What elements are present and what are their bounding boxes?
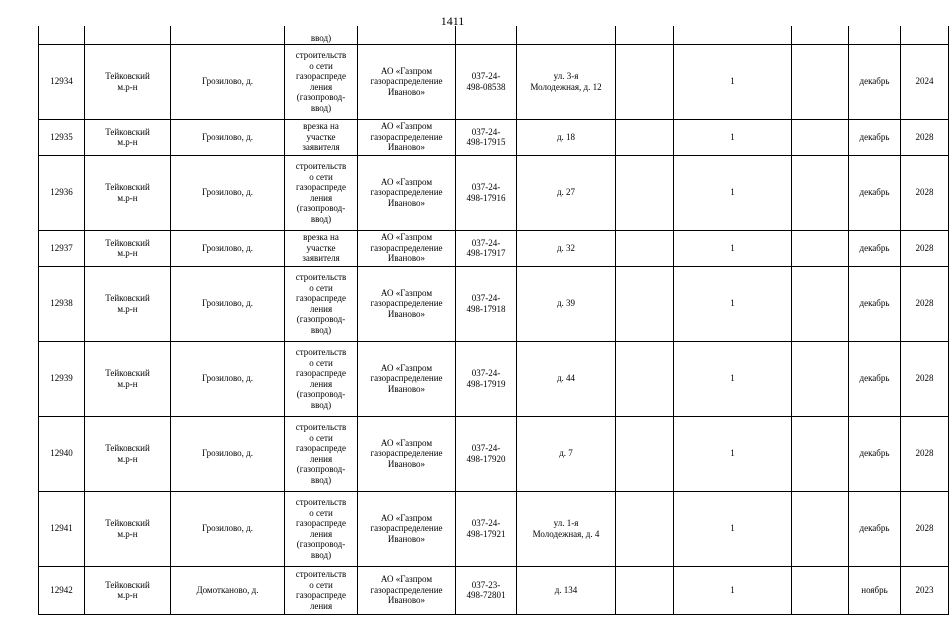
month-cell: декабрь bbox=[849, 266, 901, 341]
cont-method-cell: ввод) bbox=[285, 26, 358, 44]
cell-line: 498-17919 bbox=[466, 378, 506, 389]
id-cell: 12939 bbox=[39, 341, 85, 416]
organization-cell bbox=[358, 266, 456, 341]
cell-line: ления bbox=[309, 528, 333, 539]
cell-line: Молодежная, д. 4 bbox=[532, 528, 600, 539]
cont-month-cell bbox=[849, 26, 901, 44]
year-cell: 2028 bbox=[901, 266, 949, 341]
cont-address-cell bbox=[517, 26, 616, 44]
code-cell bbox=[456, 266, 517, 341]
district-text: Тейковский м.р-н bbox=[105, 126, 150, 147]
year-cell: 2028 bbox=[901, 155, 949, 230]
cell-line: д. 134 bbox=[554, 584, 578, 595]
method-cell bbox=[285, 566, 358, 614]
cell-line: 037-24- bbox=[471, 237, 501, 248]
district-text: Тейковский м.р-н bbox=[105, 518, 150, 539]
month-cell: декабрь bbox=[849, 341, 901, 416]
cell-line: д. 18 bbox=[556, 131, 576, 142]
extra2-cell bbox=[792, 491, 849, 566]
table-row bbox=[39, 341, 949, 416]
cont-extra1-cell bbox=[616, 26, 674, 44]
extra2-cell bbox=[792, 416, 849, 491]
cell-line: 498-17921 bbox=[466, 528, 506, 539]
cell-line: строительств bbox=[295, 272, 347, 282]
cell-line: строительств bbox=[295, 422, 347, 432]
year-cell: 2028 bbox=[901, 416, 949, 491]
code-cell bbox=[456, 491, 517, 566]
cell-line: АО «Газпром bbox=[380, 176, 433, 187]
cell-line: строительств bbox=[295, 497, 347, 507]
cell-line: 498-17920 bbox=[466, 453, 506, 464]
cell-line: Иваново» bbox=[387, 308, 426, 319]
quantity-cell: 1 bbox=[674, 119, 792, 155]
organization-cell bbox=[358, 155, 456, 230]
extra1-cell bbox=[616, 491, 674, 566]
cell-line: о сети bbox=[309, 60, 333, 71]
cell-line: газораспреде bbox=[296, 518, 346, 528]
cell-line: 498-08538 bbox=[466, 81, 506, 92]
locality-cell: Домотканово, д. bbox=[171, 566, 285, 614]
quantity-cell: 1 bbox=[674, 341, 792, 416]
district-text: Тейковский м.р-н bbox=[105, 443, 150, 464]
cell-line: ввод) bbox=[310, 102, 332, 113]
cell-line: газораспределение bbox=[370, 298, 443, 309]
address-cell bbox=[517, 119, 616, 155]
table-row bbox=[39, 230, 949, 266]
cell-line: газораспределение bbox=[370, 373, 443, 384]
cell-line: ул. 3-я bbox=[553, 71, 579, 81]
cell-line: строительств bbox=[295, 161, 347, 171]
cell-line: врезка на bbox=[303, 121, 339, 132]
id-cell: 12935 bbox=[39, 119, 85, 155]
cell-line: заявителя bbox=[302, 253, 340, 264]
cell-line: о сети bbox=[309, 357, 333, 368]
code-cell bbox=[456, 119, 517, 155]
cell-line: ления bbox=[309, 453, 333, 464]
extra1-cell bbox=[616, 155, 674, 230]
month-cell: декабрь bbox=[849, 155, 901, 230]
table-row bbox=[39, 44, 949, 119]
cell-line: Иваново» bbox=[387, 458, 426, 469]
extra1-cell bbox=[616, 566, 674, 614]
cell-line: газораспреде bbox=[296, 293, 346, 303]
organization-cell bbox=[358, 416, 456, 491]
district-cell bbox=[85, 266, 171, 341]
quantity-cell: 1 bbox=[674, 491, 792, 566]
method-cell bbox=[285, 230, 358, 266]
id-cell: 12934 bbox=[39, 44, 85, 119]
extra2-cell bbox=[792, 119, 849, 155]
code-cell bbox=[456, 341, 517, 416]
cell-line: АО «Газпром bbox=[380, 232, 433, 243]
year-cell: 2028 bbox=[901, 230, 949, 266]
cell-line: 498-17915 bbox=[466, 137, 506, 147]
id-cell: 12938 bbox=[39, 266, 85, 341]
year-cell: 2028 bbox=[901, 491, 949, 566]
extra1-cell bbox=[616, 341, 674, 416]
cell-line: Молодежная, д. 12 bbox=[530, 81, 602, 92]
cont-district-cell bbox=[85, 26, 171, 44]
cont-code-cell bbox=[456, 26, 517, 44]
cell-line: Иваново» bbox=[387, 86, 426, 97]
cell-line: заявителя bbox=[302, 142, 340, 153]
table-row bbox=[39, 266, 949, 341]
cell-line: Иваново» bbox=[387, 383, 426, 394]
year-cell: 2024 bbox=[901, 44, 949, 119]
cell-line: ул. 1-я bbox=[553, 518, 579, 528]
id-cell: 12937 bbox=[39, 230, 85, 266]
table-row bbox=[39, 491, 949, 566]
cell-line: д. 39 bbox=[556, 298, 576, 309]
cell-line: Иваново» bbox=[387, 253, 426, 264]
cell-line: 037-24- bbox=[471, 71, 501, 81]
cell-line: ления bbox=[309, 378, 333, 389]
cell-line: о сети bbox=[309, 432, 333, 443]
cell-line: д. 27 bbox=[556, 187, 576, 198]
cell-line: (газопровод- bbox=[296, 389, 346, 399]
cont-year-cell bbox=[901, 26, 949, 44]
cell-line: о сети bbox=[309, 507, 333, 518]
district-cell bbox=[85, 230, 171, 266]
code-cell bbox=[456, 44, 517, 119]
quantity-cell: 1 bbox=[674, 155, 792, 230]
extra2-cell bbox=[792, 566, 849, 614]
cell-line: 037-24- bbox=[471, 443, 501, 453]
registry-table bbox=[38, 26, 949, 615]
cell-line: газораспределение bbox=[370, 187, 443, 198]
district-cell bbox=[85, 491, 171, 566]
cell-line: строительств bbox=[295, 569, 347, 579]
cell-line: 498-17917 bbox=[466, 248, 506, 258]
organization-cell bbox=[358, 44, 456, 119]
cell-line: ввод) bbox=[310, 399, 332, 410]
cont-locality-cell bbox=[171, 26, 285, 44]
month-cell: декабрь bbox=[849, 230, 901, 266]
code-cell bbox=[456, 566, 517, 614]
locality-cell: Грозилово, д. bbox=[171, 491, 285, 566]
cell-line: 037-23- bbox=[471, 579, 501, 590]
cell-line: газораспределение bbox=[370, 131, 443, 142]
cell-line: газораспределение bbox=[370, 76, 443, 87]
cell-line: газораспределение bbox=[370, 242, 443, 253]
cell-line: (газопровод- bbox=[296, 92, 346, 102]
cell-line: врезка на bbox=[303, 232, 339, 243]
cell-line: АО «Газпром bbox=[380, 574, 433, 585]
method-cell bbox=[285, 119, 358, 155]
cell-line: 498-17916 bbox=[466, 192, 506, 203]
cell-line: ления bbox=[309, 192, 333, 203]
cell-line: АО «Газпром bbox=[380, 437, 433, 448]
table-row bbox=[39, 119, 949, 155]
cont-id-cell bbox=[39, 26, 85, 44]
cell-line: газораспределение bbox=[370, 584, 443, 595]
table-row bbox=[39, 416, 949, 491]
extra1-cell bbox=[616, 266, 674, 341]
address-cell bbox=[517, 266, 616, 341]
address-cell bbox=[517, 416, 616, 491]
organization-cell bbox=[358, 119, 456, 155]
cont-qty-cell bbox=[674, 26, 792, 44]
method-cell bbox=[285, 155, 358, 230]
district-cell bbox=[85, 341, 171, 416]
locality-cell: Грозилово, д. bbox=[171, 416, 285, 491]
cell-line: д. 32 bbox=[556, 242, 576, 253]
cell-line: газораспределение bbox=[370, 448, 443, 459]
cell-line: 037-24- bbox=[471, 182, 501, 192]
locality-cell: Грозилово, д. bbox=[171, 341, 285, 416]
month-cell: декабрь bbox=[849, 491, 901, 566]
cell-line: строительств bbox=[295, 50, 347, 60]
code-cell bbox=[456, 155, 517, 230]
month-cell: ноябрь bbox=[849, 566, 901, 614]
quantity-cell: 1 bbox=[674, 44, 792, 119]
quantity-cell: 1 bbox=[674, 230, 792, 266]
organization-cell bbox=[358, 566, 456, 614]
code-cell bbox=[456, 230, 517, 266]
cont-extra2-cell bbox=[792, 26, 849, 44]
address-cell bbox=[517, 491, 616, 566]
cell-line: участке bbox=[306, 131, 336, 142]
id-cell: 12941 bbox=[39, 491, 85, 566]
cell-line: о сети bbox=[309, 171, 333, 182]
locality-cell: Грозилово, д. bbox=[171, 155, 285, 230]
cell-line: 037-24- bbox=[471, 518, 501, 528]
cell-line: 037-24- bbox=[471, 126, 501, 137]
district-text: Тейковский м.р-н bbox=[105, 71, 150, 92]
cell-line: ввод) bbox=[310, 324, 332, 335]
cell-line: АО «Газпром bbox=[380, 512, 433, 523]
cell-line: Иваново» bbox=[387, 595, 426, 606]
cell-line: ввод) bbox=[310, 213, 332, 224]
address-cell bbox=[517, 155, 616, 230]
method-cell bbox=[285, 491, 358, 566]
cell-line: газораспреде bbox=[296, 71, 346, 81]
method-cell bbox=[285, 341, 358, 416]
method-cell bbox=[285, 416, 358, 491]
cell-line: Иваново» bbox=[387, 197, 426, 208]
cell-line: участке bbox=[306, 242, 336, 253]
cell-line: газораспреде bbox=[296, 443, 346, 453]
continuation-row bbox=[39, 26, 949, 44]
cell-line: 498-17918 bbox=[466, 303, 506, 314]
cell-line: АО «Газпром bbox=[380, 65, 433, 76]
cell-line: 037-24- bbox=[471, 293, 501, 303]
cell-line: о сети bbox=[309, 579, 333, 590]
locality-cell: Грозилово, д. bbox=[171, 44, 285, 119]
district-text: Тейковский м.р-н bbox=[105, 579, 150, 600]
extra1-cell bbox=[616, 416, 674, 491]
page-number: 1411 bbox=[440, 14, 465, 28]
district-cell bbox=[85, 566, 171, 614]
extra1-cell bbox=[616, 119, 674, 155]
table-row bbox=[39, 155, 949, 230]
code-cell bbox=[456, 416, 517, 491]
cell-line: о сети bbox=[309, 282, 333, 293]
district-cell bbox=[85, 119, 171, 155]
quantity-cell: 1 bbox=[674, 566, 792, 614]
cell-line: ления bbox=[309, 81, 333, 92]
cell-line: ления bbox=[309, 303, 333, 314]
organization-cell bbox=[358, 230, 456, 266]
address-cell bbox=[517, 230, 616, 266]
organization-cell bbox=[358, 491, 456, 566]
cell-line: (газопровод- bbox=[296, 464, 346, 474]
locality-cell: Грозилово, д. bbox=[171, 266, 285, 341]
cont-org-cell bbox=[358, 26, 456, 44]
cell-line: АО «Газпром bbox=[380, 121, 433, 132]
district-text: Тейковский м.р-н bbox=[105, 293, 150, 314]
cell-line: 037-24- bbox=[471, 368, 501, 378]
id-cell: 12936 bbox=[39, 155, 85, 230]
district-cell bbox=[85, 416, 171, 491]
cell-line: АО «Газпром bbox=[380, 287, 433, 298]
table-row bbox=[39, 566, 949, 614]
cell-line: АО «Газпром bbox=[380, 362, 433, 373]
district-cell bbox=[85, 44, 171, 119]
cell-line: (газопровод- bbox=[296, 539, 346, 549]
id-cell: 12940 bbox=[39, 416, 85, 491]
cell-line: (газопровод- bbox=[296, 314, 346, 324]
extra2-cell bbox=[792, 155, 849, 230]
extra2-cell bbox=[792, 44, 849, 119]
cell-line: 498-72801 bbox=[466, 590, 506, 600]
extra1-cell bbox=[616, 44, 674, 119]
address-cell bbox=[517, 44, 616, 119]
year-cell: 2028 bbox=[901, 119, 949, 155]
cell-line: газораспреде bbox=[296, 182, 346, 192]
cell-line: Иваново» bbox=[387, 533, 426, 544]
district-text: Тейковский м.р-н bbox=[105, 182, 150, 203]
cell-line: газораспреде bbox=[296, 368, 346, 378]
year-cell: 2028 bbox=[901, 341, 949, 416]
quantity-cell: 1 bbox=[674, 266, 792, 341]
cell-line: строительств bbox=[295, 347, 347, 357]
district-text: Тейковский м.р-н bbox=[105, 237, 150, 258]
locality-cell: Грозилово, д. bbox=[171, 119, 285, 155]
cell-line: ввод) bbox=[310, 549, 332, 560]
extra2-cell bbox=[792, 266, 849, 341]
district-cell bbox=[85, 155, 171, 230]
extra2-cell bbox=[792, 341, 849, 416]
extra2-cell bbox=[792, 230, 849, 266]
cell-line: Иваново» bbox=[387, 142, 426, 153]
cell-line: ввод) bbox=[310, 474, 332, 485]
district-text: Тейковский м.р-н bbox=[105, 368, 150, 389]
method-cell bbox=[285, 266, 358, 341]
method-cell bbox=[285, 44, 358, 119]
id-cell: 12942 bbox=[39, 566, 85, 614]
address-cell bbox=[517, 341, 616, 416]
cell-line: ления bbox=[309, 600, 333, 611]
organization-cell bbox=[358, 341, 456, 416]
cell-line: (газопровод- bbox=[296, 203, 346, 213]
month-cell: декабрь bbox=[849, 119, 901, 155]
month-cell: декабрь bbox=[849, 416, 901, 491]
cell-line: д. 44 bbox=[556, 373, 576, 384]
locality-cell: Грозилово, д. bbox=[171, 230, 285, 266]
address-cell bbox=[517, 566, 616, 614]
year-cell: 2023 bbox=[901, 566, 949, 614]
quantity-cell: 1 bbox=[674, 416, 792, 491]
month-cell: декабрь bbox=[849, 44, 901, 119]
extra1-cell bbox=[616, 230, 674, 266]
cell-line: газораспределение bbox=[370, 523, 443, 534]
cell-line: газораспреде bbox=[296, 590, 346, 600]
cell-line: д. 7 bbox=[559, 448, 573, 459]
